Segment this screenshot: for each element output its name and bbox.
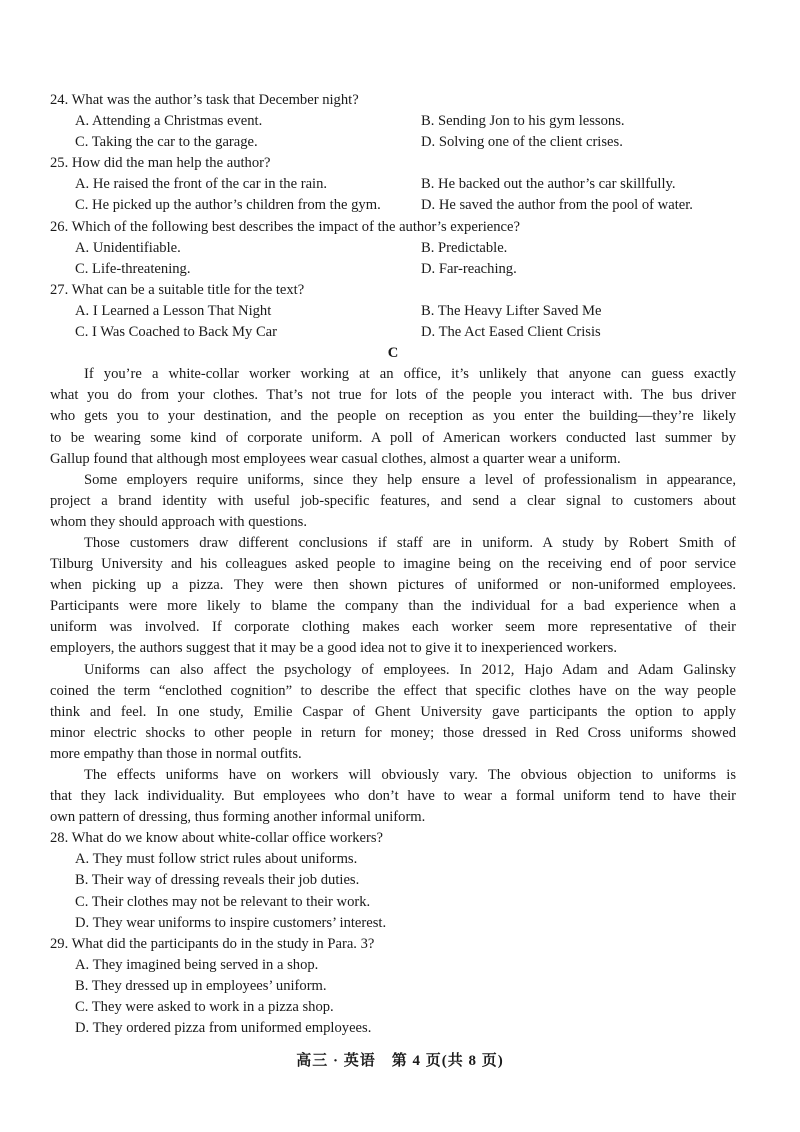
paragraph-line: The effects uniforms have on workers will obviously vary. The obvious objection to uniforms is [84,767,736,783]
question-stem: 26. Which of the following best describes the impact of the author’s experience? [50,218,520,235]
answer-option: D. Far-reaching. [421,260,517,277]
answer-option: B. Their way of dressing reveals their job duties. [75,872,360,889]
question-stem: 25. How did the man help the author? [50,155,271,172]
answer-option: B. He backed out the author’s car skillfully. [421,176,676,193]
option-row [50,301,736,322]
paragraph-line: what you do from your clothes. That’s not true for lots of the people you interact with. The bus driver [50,387,736,404]
paragraph-line: uniform was involved. If corporate clothing makes each worker seem more representative of their [50,619,736,636]
paragraph-line: employers, the authors suggest that it may be a good idea not to give it to inexperienced workers. [50,640,617,657]
answer-option: A. They imagined being served in a shop. [75,956,319,973]
paragraph-line: Gallup found that although most employees wear casual clothes, almost a quarter wear a uniform. [50,450,621,467]
answer-option: B. Predictable. [421,239,508,256]
question-stem: 29. What did the participants do in the study in Para. 3? [50,935,375,952]
paragraph-line: Tilburg University and his colleagues asked people to imagine being on the receiving end of poor service [50,556,736,573]
question-stem: 27. What can be a suitable title for the text? [50,281,305,298]
option-row [50,259,736,280]
question-stem: 24. What was the author’s task that December night? [50,92,359,108]
option-row [50,195,736,216]
paragraph-line: more empathy than those in normal outfits. [50,745,302,762]
paragraph-line: think and feel. In one study, Emilie Caspar of Ghent University gave participants the option to apply [50,703,736,720]
paragraph-line: own pattern of dressing, thus forming another informal uniform. [50,809,426,826]
answer-option: A. He raised the front of the car in the rain. [75,176,328,193]
answer-option: C. He picked up the author’s children from the gym. [75,197,381,214]
answer-option: C. Taking the car to the garage. [75,134,258,151]
answer-option: A. Attending a Christmas event. [75,113,263,130]
answer-option: B. The Heavy Lifter Saved Me [421,302,602,319]
paragraph-line: Uniforms can also affect the psychology of employees. In 2012, Hajo Adam and Adam Galinsky [84,661,736,678]
paragraph-line: project a brand identity with useful job-specific features, and send a clear signal to customers about [50,492,736,509]
answer-option: D. The Act Eased Client Crisis [421,324,601,341]
paragraph-line: when picking up a pizza. They were then shown pictures of uniformed or non-uniformed employees. [50,577,736,594]
paragraph-line: coined the term “enclothed cognition” to describe the effect that specific clothes have on the way people [50,682,736,699]
paragraph-line: whom they should approach with questions. [50,513,307,530]
answer-option: A. They must follow strict rules about uniforms. [75,851,358,868]
paragraph-line: to be wearing some kind of corporate uniform. A poll of American workers conducted last summer by [50,429,736,446]
question-stem: 28. What do we know about white-collar office workers? [50,830,383,847]
answer-option: D. He saved the author from the pool of water. [421,197,693,214]
option-row [50,111,736,132]
paragraph-line: minor electric shocks to other people in return for money; those dressed in Red Cross uniforms showed [50,724,736,741]
option-row [50,174,736,195]
answer-option: D. They ordered pizza from uniformed employees. [75,1020,372,1037]
answer-option: C. Their clothes may not be relevant to their work. [75,893,371,910]
option-row [50,132,736,153]
section-label: C [387,345,399,362]
option-row [50,238,736,259]
paragraph-line: If you’re a white-collar worker working at an office, it’s unlikely that anyone can guess exactly [84,366,736,383]
answer-option: C. I Was Coached to Back My Car [75,324,278,341]
answer-option: D. Solving one of the client crises. [421,134,623,151]
paragraph-line: Participants were more likely to blame the company than the individual for a bad experience when a [50,598,736,615]
answer-option: A. Unidentifiable. [75,239,181,256]
paragraph-line: who gets you to your destination, and the people on reception as you enter the building—they’re likely [50,408,736,425]
answer-option: B. They dressed up in employees’ uniform. [75,977,327,994]
page-footer: 高三 · 英语 第 4 页(共 8 页) [296,1053,504,1069]
answer-option: A. I Learned a Lesson That Night [75,302,272,319]
answer-option: B. Sending Jon to his gym lessons. [421,113,625,130]
answer-option: C. They were asked to work in a pizza shop. [75,999,334,1016]
paragraph-line: that they lack individuality. But employees who don’t have to wear a formal uniform tend to have their [50,788,736,805]
exam-page [50,90,736,1039]
paragraph-line: Those customers draw different conclusions if staff are in uniform. A study by Robert Smith of [84,534,736,551]
option-row [50,322,736,343]
paragraph-line: Some employers require uniforms, since they help ensure a level of professionalism in appearance, [84,471,736,488]
answer-option: C. Life-threatening. [75,260,191,277]
answer-option: D. They wear uniforms to inspire customers’ interest. [75,914,387,931]
